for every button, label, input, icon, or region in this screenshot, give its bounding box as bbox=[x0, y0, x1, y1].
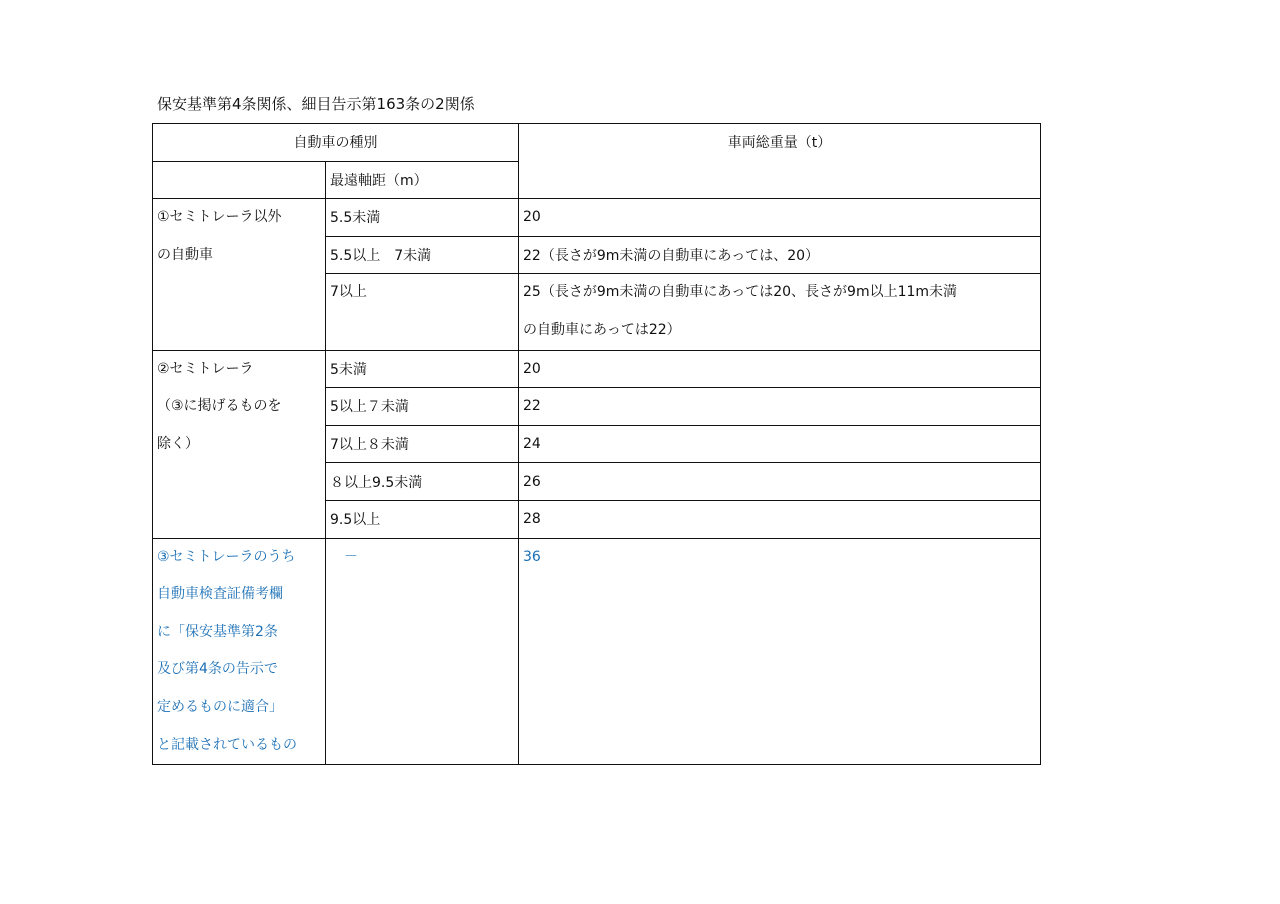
weight-cell bbox=[519, 274, 1041, 350]
distance-cell: 7以上８未満 bbox=[326, 425, 519, 463]
weight-line: 25（長さが9m未満の自動車にあっては20、長さが9m以上11m未満 bbox=[523, 284, 958, 301]
distance-cell bbox=[326, 274, 519, 350]
category-line: 自動車検査証備考欄 bbox=[157, 586, 283, 603]
header-vehicle-type: 自動車の種別 bbox=[153, 124, 519, 162]
category-line: に「保安基準第2条 bbox=[157, 623, 278, 640]
category-line: ②セミトレーラ bbox=[157, 360, 254, 377]
weight-cell: 20 bbox=[519, 199, 1041, 237]
category-cell-3 bbox=[153, 538, 326, 765]
distance-cell: 5.5以上 7未満 bbox=[326, 236, 519, 274]
distance-cell: ８以上9.5未満 bbox=[326, 463, 519, 501]
weight-cell: 22 bbox=[519, 388, 1041, 426]
weight-cell: 26 bbox=[519, 463, 1041, 501]
distance-cell: 5.5未満 bbox=[326, 199, 519, 237]
distance-cell bbox=[326, 538, 519, 765]
weight-cell bbox=[519, 538, 1041, 765]
category-line: の自動車 bbox=[157, 246, 213, 263]
distance-cell: 9.5以上 bbox=[326, 500, 519, 538]
distance-line: － bbox=[344, 548, 358, 565]
weight-line: の自動車にあっては22） bbox=[523, 321, 681, 338]
table-row bbox=[153, 199, 1041, 237]
distance-cell: 5未満 bbox=[326, 350, 519, 388]
category-line: （③に掲げるものを bbox=[157, 398, 282, 415]
category-cell-1 bbox=[153, 199, 326, 350]
category-line: 除く） bbox=[157, 435, 199, 452]
weight-cell: 22（長さが9m未満の自動車にあっては、20） bbox=[519, 236, 1041, 274]
category-line: ③セミトレーラのうち bbox=[157, 548, 296, 565]
header-total-weight: 車両総重量（t） bbox=[519, 124, 1041, 199]
weight-cell: 28 bbox=[519, 500, 1041, 538]
category-cell-2 bbox=[153, 350, 326, 538]
category-line: と記載されているもの bbox=[157, 736, 297, 753]
weight-line: 36 bbox=[523, 548, 541, 565]
category-line: 及び第4条の告示で bbox=[157, 661, 278, 678]
category-line: ①セミトレーラ以外 bbox=[157, 209, 282, 226]
header-blank-cell bbox=[153, 161, 326, 199]
table-row bbox=[153, 538, 1041, 765]
distance-line: 7以上 bbox=[330, 284, 367, 301]
weight-cell: 20 bbox=[519, 350, 1041, 388]
weight-cell: 24 bbox=[519, 425, 1041, 463]
table-row bbox=[153, 350, 1041, 388]
distance-cell: 5以上７未満 bbox=[326, 388, 519, 426]
header-max-axle-distance: 最遠軸距（m） bbox=[326, 161, 519, 199]
category-line: 定めるものに適合」 bbox=[157, 698, 283, 715]
document-title: 保安基準第4条関係、細目告示第163条の2関係 bbox=[157, 95, 475, 113]
vehicle-weight-table bbox=[152, 123, 1041, 765]
